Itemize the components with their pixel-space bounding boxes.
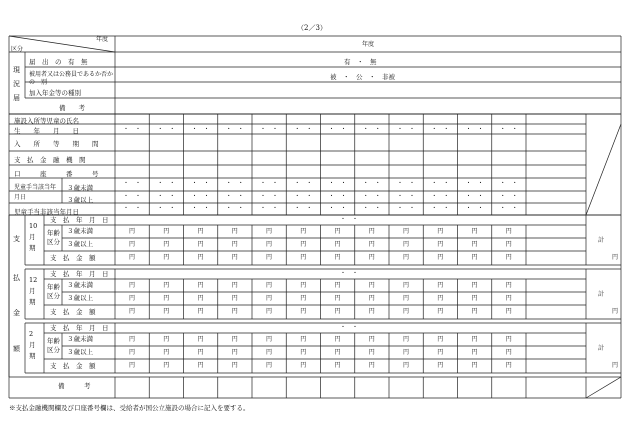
yen-cell: 円 bbox=[231, 349, 238, 356]
date-cell: ・ ・ bbox=[397, 205, 416, 212]
date-cell: ・ ・ bbox=[499, 126, 518, 133]
date-cell: ・ ・ bbox=[225, 205, 244, 212]
yen-cell: 円 bbox=[505, 241, 512, 248]
date-cell: ・ ・ bbox=[362, 193, 381, 200]
yen-cell: 円 bbox=[231, 295, 238, 302]
date-cell: ・ ・ bbox=[431, 126, 450, 133]
yen-cell: 円 bbox=[231, 362, 238, 369]
payment-date-label: 支 払 年 月 日 bbox=[50, 270, 109, 278]
payment-over3-label: ３歳以上 bbox=[67, 240, 93, 248]
payment-section-char-3: 金 bbox=[13, 309, 20, 317]
yen-cell: 円 bbox=[129, 308, 136, 315]
yen-cell: 円 bbox=[403, 241, 410, 248]
date-cell: ・ ・ bbox=[157, 205, 176, 212]
payment-amount-label: 支 払 金 額 bbox=[50, 254, 96, 262]
age-group-label: 年齢区分 bbox=[47, 229, 60, 246]
date-cell: ・ ・ bbox=[260, 205, 279, 212]
yen-cell: 円 bbox=[300, 295, 307, 302]
yen-cell: 円 bbox=[403, 295, 410, 302]
status-report-section-label: 現況届 bbox=[13, 66, 20, 102]
payment-period-label: 10月期 bbox=[29, 222, 38, 252]
yen-cell: 円 bbox=[300, 254, 307, 261]
yen-cell: 円 bbox=[231, 308, 238, 315]
top-notes-label: 備 考 bbox=[59, 104, 85, 112]
admission-period-label: 入 所 等 期 間 bbox=[14, 140, 99, 148]
yen-cell: 円 bbox=[163, 295, 170, 302]
yen-cell: 円 bbox=[368, 308, 375, 315]
payment-period-label: 12月期 bbox=[29, 276, 38, 306]
account-number-label: 口 座 番 号 bbox=[14, 170, 99, 178]
yen-cell: 円 bbox=[334, 254, 341, 261]
date-cell: ・ ・ bbox=[123, 180, 142, 187]
corner-category-label: 区分 bbox=[11, 46, 24, 53]
date-cell: ・ ・ bbox=[431, 193, 450, 200]
yen-cell: 円 bbox=[266, 254, 273, 261]
yen-cell: 円 bbox=[505, 295, 512, 302]
yen-cell: 円 bbox=[197, 349, 204, 356]
yen-cell: 円 bbox=[505, 308, 512, 315]
yen-cell: 円 bbox=[471, 228, 478, 235]
yen-cell: 円 bbox=[266, 282, 273, 289]
top-column-header: 年度 bbox=[362, 41, 375, 48]
yen-cell: 円 bbox=[300, 282, 307, 289]
yen-cell: 円 bbox=[266, 349, 273, 356]
yen-cell: 円 bbox=[368, 362, 375, 369]
over3-label: ３歳以上 bbox=[67, 196, 93, 204]
date-cell: ・ ・ bbox=[123, 193, 142, 200]
yen-cell: 円 bbox=[403, 336, 410, 343]
yen-cell: 円 bbox=[403, 308, 410, 315]
yen-cell: 円 bbox=[471, 241, 478, 248]
yen-cell: 円 bbox=[368, 349, 375, 356]
yen-cell: 円 bbox=[368, 282, 375, 289]
yen-cell: 円 bbox=[403, 228, 410, 235]
date-cell: ・ ・ bbox=[191, 193, 210, 200]
yen-cell: 円 bbox=[163, 228, 170, 235]
yen-cell: 円 bbox=[266, 228, 273, 235]
yen-cell: 円 bbox=[231, 282, 238, 289]
yen-cell: 円 bbox=[437, 336, 444, 343]
date-cell: ・ ・ bbox=[431, 205, 450, 212]
pension-type-label: 加入年金等の種別 bbox=[29, 89, 81, 97]
date-cell: ・ ・ bbox=[328, 205, 347, 212]
date-cell: ・ ・ bbox=[431, 180, 450, 187]
date-cell: ・ ・ bbox=[362, 180, 381, 187]
grid-line bbox=[586, 377, 621, 398]
date-cell: ・ ・ bbox=[328, 126, 347, 133]
total-label: 計 bbox=[598, 291, 605, 298]
date-cell: ・ ・ bbox=[294, 126, 313, 133]
yen-cell: 円 bbox=[197, 241, 204, 248]
yen-cell: 円 bbox=[231, 254, 238, 261]
report-submitted-value: 有 ・ 無 bbox=[344, 58, 377, 66]
date-cell: ・ ・ bbox=[123, 126, 142, 133]
yen-cell: 円 bbox=[368, 254, 375, 261]
date-cell: ・ ・ bbox=[225, 193, 244, 200]
date-cell: ・ ・ bbox=[294, 193, 313, 200]
yen-cell: 円 bbox=[334, 362, 341, 369]
yen-cell: 円 bbox=[129, 336, 136, 343]
date-cell: ・ ・ bbox=[191, 205, 210, 212]
yen-cell: 円 bbox=[437, 308, 444, 315]
yen-cell: 円 bbox=[266, 308, 273, 315]
payment-under3-label: ３歳未満 bbox=[67, 227, 93, 235]
date-cell: ・ ・ bbox=[397, 180, 416, 187]
date-cell: ・ ・ bbox=[465, 205, 484, 212]
yen-cell: 円 bbox=[129, 254, 136, 261]
date-cell: ・ ・ bbox=[465, 193, 484, 200]
yen-cell: 円 bbox=[437, 282, 444, 289]
yen-cell: 円 bbox=[403, 254, 410, 261]
yen-cell: 円 bbox=[163, 349, 170, 356]
yen-cell: 円 bbox=[300, 228, 307, 235]
yen-cell: 円 bbox=[163, 336, 170, 343]
facility-child-name-label: 施設入所等児童の氏名 bbox=[14, 117, 79, 125]
payment-amount-label: 支 払 金 額 bbox=[50, 362, 96, 370]
corner-year-label: 年度 bbox=[96, 36, 109, 43]
yen-cell: 円 bbox=[197, 295, 204, 302]
yen-cell: 円 bbox=[471, 362, 478, 369]
yen-cell: 円 bbox=[129, 349, 136, 356]
payment-over3-label: ３歳以上 bbox=[67, 348, 93, 356]
employee-status-value: 被 ・ 公 ・ 非被 bbox=[330, 73, 395, 81]
yen-cell: 円 bbox=[505, 228, 512, 235]
payment-under3-label: ３歳未満 bbox=[67, 335, 93, 343]
yen-cell: 円 bbox=[471, 308, 478, 315]
yen-cell: 円 bbox=[471, 254, 478, 261]
yen-cell: 円 bbox=[471, 349, 478, 356]
yen-cell: 円 bbox=[266, 336, 273, 343]
payment-under3-label: ３歳未満 bbox=[67, 281, 93, 289]
date-cell: ・ ・ bbox=[157, 126, 176, 133]
yen-cell: 円 bbox=[129, 241, 136, 248]
yen-cell: 円 bbox=[368, 336, 375, 343]
yen-cell: 円 bbox=[231, 241, 238, 248]
yen-cell: 円 bbox=[437, 295, 444, 302]
yen-cell: 円 bbox=[403, 349, 410, 356]
yen-cell: 円 bbox=[437, 228, 444, 235]
yen-cell: 円 bbox=[300, 336, 307, 343]
yen-cell: 円 bbox=[163, 241, 170, 248]
payment-over3-label: ３歳以上 bbox=[67, 294, 93, 302]
payment-date-label: 支 払 年 月 日 bbox=[50, 216, 109, 224]
yen-cell: 円 bbox=[163, 308, 170, 315]
yen-cell: 円 bbox=[437, 362, 444, 369]
date-cell: ・ ・ bbox=[260, 126, 279, 133]
yen-cell: 円 bbox=[266, 241, 273, 248]
yen-cell: 円 bbox=[368, 228, 375, 235]
payment-amount-label: 支 払 金 額 bbox=[50, 308, 96, 316]
yen-cell: 円 bbox=[368, 241, 375, 248]
yen-cell: 円 bbox=[163, 254, 170, 261]
payment-date-value: ・ ・ bbox=[340, 270, 359, 277]
child-allowance-date-label: 児童手当該当年月日 bbox=[14, 184, 57, 201]
date-cell: ・ ・ bbox=[328, 193, 347, 200]
age-group-label: 年齢区分 bbox=[47, 283, 60, 300]
yen-cell: 円 bbox=[197, 362, 204, 369]
date-cell: ・ ・ bbox=[499, 205, 518, 212]
date-cell: ・ ・ bbox=[397, 193, 416, 200]
yen-cell: 円 bbox=[368, 295, 375, 302]
footnote: ※支払金融機関欄及び口座番号欄は、受給者が国公立施設の場合に記入を要する。 bbox=[9, 404, 250, 412]
date-cell: ・ ・ bbox=[362, 205, 381, 212]
report-submitted-label: 届 出 の 有 無 bbox=[29, 58, 88, 66]
yen-cell: 円 bbox=[334, 241, 341, 248]
yen-cell: 円 bbox=[129, 282, 136, 289]
yen-cell: 円 bbox=[403, 362, 410, 369]
total-label: 計 bbox=[598, 345, 605, 352]
yen-cell: 円 bbox=[505, 254, 512, 261]
bottom-notes-label: 備 考 bbox=[58, 382, 91, 390]
payment-bank-label: 支 払 金 融 機 関 bbox=[14, 156, 86, 164]
yen-cell: 円 bbox=[403, 282, 410, 289]
yen-cell: 円 bbox=[163, 282, 170, 289]
date-cell: ・ ・ bbox=[499, 193, 518, 200]
payment-section-char-1: 支 bbox=[13, 235, 20, 243]
date-cell: ・ ・ bbox=[294, 205, 313, 212]
yen-cell: 円 bbox=[231, 228, 238, 235]
yen-cell: 円 bbox=[437, 254, 444, 261]
yen-cell: 円 bbox=[197, 228, 204, 235]
date-cell: ・ ・ bbox=[397, 126, 416, 133]
payment-section-char-4: 額 bbox=[13, 345, 20, 353]
yen-cell: 円 bbox=[334, 295, 341, 302]
yen-cell: 円 bbox=[231, 336, 238, 343]
date-cell: ・ ・ bbox=[157, 193, 176, 200]
yen-cell: 円 bbox=[197, 336, 204, 343]
total-yen-cell: 円 bbox=[612, 362, 619, 369]
payment-date-value: ・ ・ bbox=[340, 216, 359, 223]
yen-cell: 円 bbox=[129, 228, 136, 235]
date-cell: ・ ・ bbox=[294, 180, 313, 187]
date-cell: ・ ・ bbox=[260, 193, 279, 200]
yen-cell: 円 bbox=[471, 336, 478, 343]
payment-date-value: ・ ・ bbox=[340, 324, 359, 331]
yen-cell: 円 bbox=[334, 308, 341, 315]
yen-cell: 円 bbox=[300, 241, 307, 248]
yen-cell: 円 bbox=[505, 336, 512, 343]
yen-cell: 円 bbox=[300, 349, 307, 356]
yen-cell: 円 bbox=[505, 349, 512, 356]
payment-section-char-2: 払 bbox=[13, 274, 20, 282]
yen-cell: 円 bbox=[163, 362, 170, 369]
yen-cell: 円 bbox=[334, 282, 341, 289]
yen-cell: 円 bbox=[505, 282, 512, 289]
date-cell: ・ ・ bbox=[123, 205, 142, 212]
grid-line bbox=[586, 124, 621, 215]
date-cell: ・ ・ bbox=[260, 180, 279, 187]
birth-date-label: 生 年 月 日 bbox=[14, 127, 79, 135]
employee-status-label: 被用者又は公務員であるか否か の 別 bbox=[29, 71, 120, 86]
date-cell: ・ ・ bbox=[225, 180, 244, 187]
yen-cell: 円 bbox=[129, 362, 136, 369]
date-cell: ・ ・ bbox=[225, 126, 244, 133]
yen-cell: 円 bbox=[266, 362, 273, 369]
under3-label: ３歳未満 bbox=[67, 184, 93, 192]
date-cell: ・ ・ bbox=[362, 126, 381, 133]
yen-cell: 円 bbox=[197, 254, 204, 261]
yen-cell: 円 bbox=[334, 336, 341, 343]
total-yen-cell: 円 bbox=[612, 254, 619, 261]
date-cell: ・ ・ bbox=[499, 180, 518, 187]
yen-cell: 円 bbox=[334, 349, 341, 356]
yen-cell: 円 bbox=[300, 308, 307, 315]
yen-cell: 円 bbox=[129, 295, 136, 302]
date-cell: ・ ・ bbox=[465, 180, 484, 187]
date-cell: ・ ・ bbox=[191, 180, 210, 187]
total-label: 計 bbox=[598, 237, 605, 244]
yen-cell: 円 bbox=[334, 228, 341, 235]
payment-date-label: 支 払 年 月 日 bbox=[50, 324, 109, 332]
date-cell: ・ ・ bbox=[157, 180, 176, 187]
yen-cell: 円 bbox=[471, 295, 478, 302]
yen-cell: 円 bbox=[437, 241, 444, 248]
yen-cell: 円 bbox=[437, 349, 444, 356]
total-yen-cell: 円 bbox=[612, 308, 619, 315]
yen-cell: 円 bbox=[505, 362, 512, 369]
yen-cell: 円 bbox=[300, 362, 307, 369]
non-applicable-date-label: 児童手当非該当年月日 bbox=[14, 208, 79, 216]
age-group-label: 年齢区分 bbox=[47, 337, 60, 354]
yen-cell: 円 bbox=[197, 308, 204, 315]
yen-cell: 円 bbox=[266, 295, 273, 302]
yen-cell: 円 bbox=[197, 282, 204, 289]
date-cell: ・ ・ bbox=[191, 126, 210, 133]
date-cell: ・ ・ bbox=[328, 180, 347, 187]
yen-cell: 円 bbox=[471, 282, 478, 289]
payment-period-label: 2月期 bbox=[29, 330, 36, 360]
date-cell: ・ ・ bbox=[465, 126, 484, 133]
page-number: （2／3） bbox=[297, 24, 327, 32]
